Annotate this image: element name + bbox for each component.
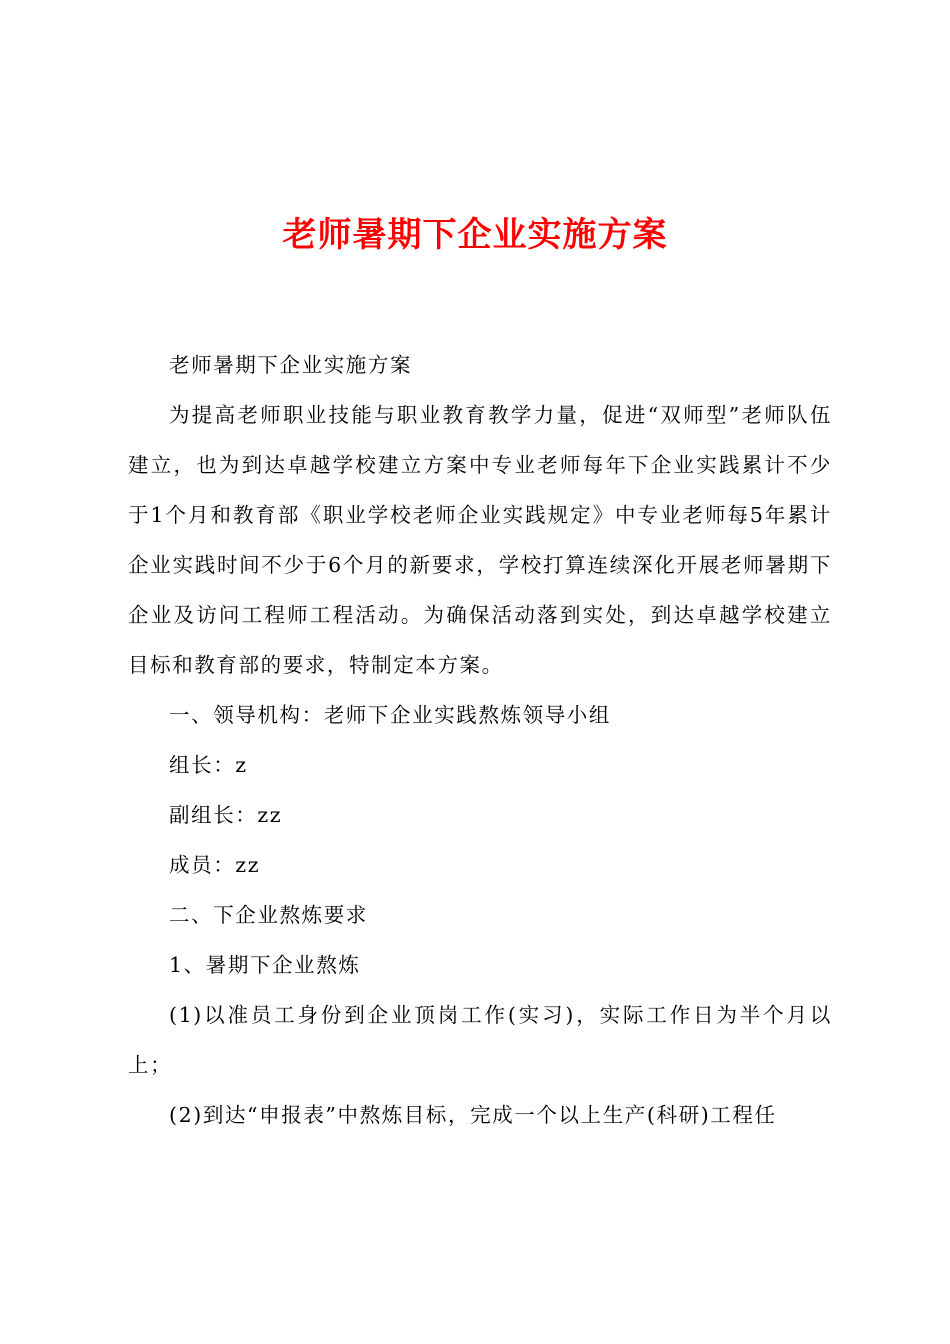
document-title: 老师暑期下企业实施方案 xyxy=(282,215,668,255)
paragraph-intro: 为提高老师职业技能与职业教育教学力量，促进“双师型”老师队伍建立，也为到达卓越学校建立方案中专业老师每年下企业实践累计不少于1个月和教育部《职业学校老师企业实践规定》中专业老师每5年累计企业实践时间不少于6个月的新要求，学校打算连续深化开展老师暑期下企业及访问工程师工程活动。为确保活动落到实处，到达卓越学校建立目标和教育部的要求，特制定本方案。 xyxy=(128,403,832,677)
team-deputy-leader: 副组长：zz xyxy=(169,803,283,827)
paragraph-subtitle: 老师暑期下企业实施方案 xyxy=(169,353,413,377)
requirement-item-2: (2)到达“申报表”中熬炼目标，完成一个以上生产(科研)工程任 xyxy=(169,1103,777,1127)
document-body xyxy=(128,340,832,1140)
section-heading-leadership: 一、领导机构：老师下企业实践熬炼领导小组 xyxy=(169,703,611,727)
section-heading-requirements: 二、下企业熬炼要求 xyxy=(169,903,368,927)
team-members: 成员：zz xyxy=(169,853,261,877)
team-leader: 组长：z xyxy=(169,753,248,777)
requirement-item-1: (1)以准员工身份到企业顶岗工作(实习)，实际工作日为半个月以上； xyxy=(128,1003,832,1077)
subsection-summer-training: 1、暑期下企业熬炼 xyxy=(169,953,361,977)
